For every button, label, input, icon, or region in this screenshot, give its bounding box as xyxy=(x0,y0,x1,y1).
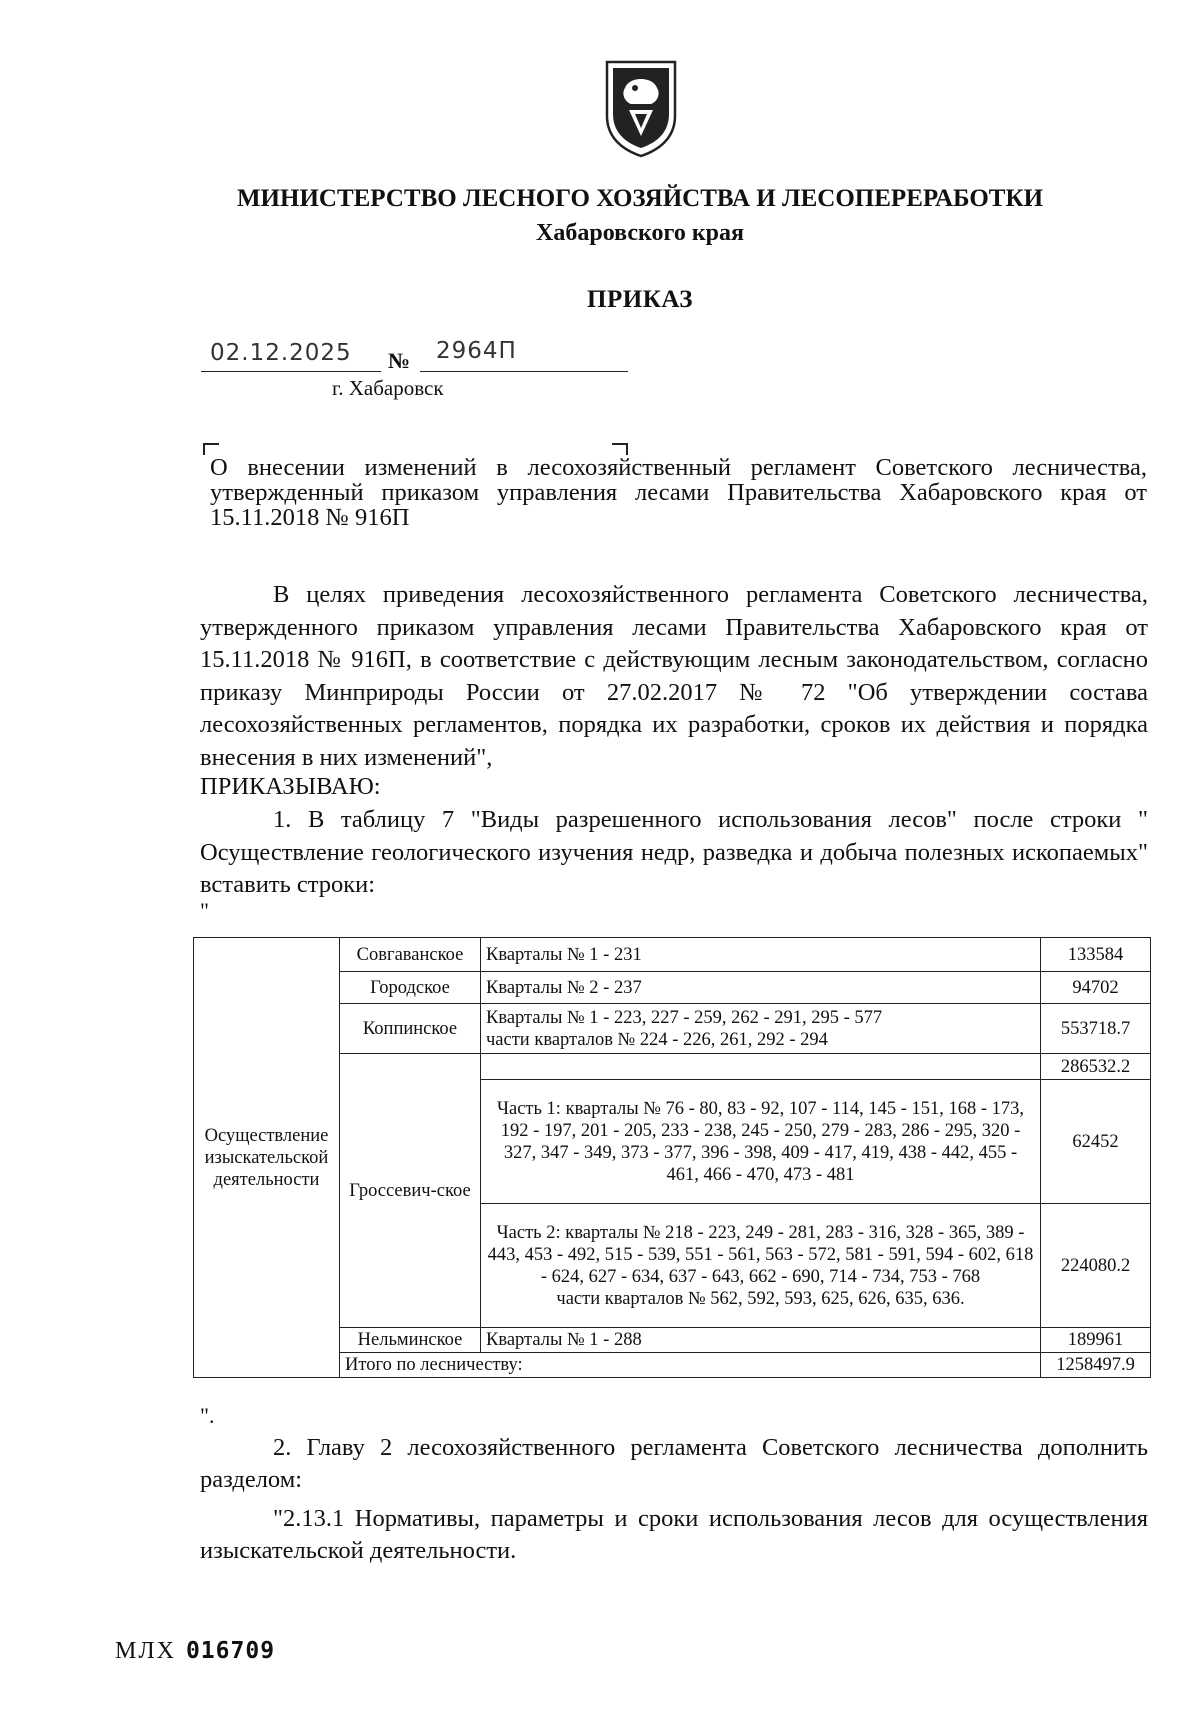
district-cell: Коппинское xyxy=(340,1004,481,1054)
table-row xyxy=(194,938,1151,972)
total-label-cell: Итого по лесничеству: xyxy=(340,1353,1041,1378)
area-cell: 94702 xyxy=(1041,972,1151,1004)
quarters-cell xyxy=(481,1004,1041,1054)
number-underline xyxy=(420,371,628,372)
document-type: ПРИКАЗ xyxy=(587,286,693,313)
section-2-13-1-paragraph: "2.13.1 Нормативы, параметры и сроки использования лесов для осуществления изыскательской деятельности. xyxy=(200,1505,1148,1564)
quarters-line: части кварталов № 224 - 226, 261, 292 - 294 xyxy=(486,1029,828,1050)
quarters-cell: Кварталы № 1 - 231 xyxy=(481,938,1041,972)
blank-serial xyxy=(115,1638,275,1665)
item-1-paragraph: 1. В таблицу 7 "Виды разрешенного использования лесов" после строки " Осуществление геологического изучения недр, разведка и добыча полезных ископаемых" вставить строки: xyxy=(200,806,1148,899)
blank-series: МЛХ xyxy=(115,1638,176,1664)
quarters-cell xyxy=(481,1204,1041,1328)
ministry-name: МИНИСТЕРСТВО ЛЕСНОГО ХОЗЯЙСТВА И ЛЕСОПЕРЕРАБОТКИ xyxy=(236,185,1044,212)
region-name: Хабаровского края xyxy=(536,220,744,246)
quote-close: ". xyxy=(200,1403,215,1428)
quarters-cell-empty xyxy=(481,1054,1041,1080)
order-number-label: № xyxy=(388,348,411,373)
area-cell: 133584 xyxy=(1041,938,1151,972)
quote-open: " xyxy=(200,898,209,923)
permitted-use-table xyxy=(193,937,1151,1378)
quarters-line: Часть 2: кварталы № 218 - 223, 249 - 281, 283 - 316, 328 - 365, 389 - 443, 453 - 492, 515 - 539, 551 - 561, 563 - 572, 581 - 591, 594 - 602, 618 - 624, 627 - 634, 637 - 643, 662 - 690, 714 - 734, 753 - 768 xyxy=(487,1222,1034,1287)
date-underline xyxy=(201,371,381,372)
use-type-cell: Осуществление изыскательской деятельности xyxy=(194,938,340,1378)
district-cell: Совгаванское xyxy=(340,938,481,972)
order-word: ПРИКАЗЫВАЮ: xyxy=(200,773,381,800)
district-cell: Городское xyxy=(340,972,481,1004)
order-number: 2964П xyxy=(436,338,517,364)
area-cell: 286532.2 xyxy=(1041,1054,1151,1080)
order-subject: О внесении изменений в лесохозяйственный регламент Советского лесничества, утвержденный приказом управления лесами Правительства Хабаровского края от 15.11.2018 № 916П xyxy=(210,454,1147,531)
district-cell: Гроссевич-ское xyxy=(340,1054,481,1328)
coat-of-arms-icon xyxy=(601,58,681,158)
total-area-cell: 1258497.9 xyxy=(1041,1353,1151,1378)
order-date: 02.12.2025 xyxy=(210,340,352,366)
quarters-cell: Кварталы № 2 - 237 xyxy=(481,972,1041,1004)
area-cell: 189961 xyxy=(1041,1328,1151,1353)
area-cell: 224080.2 xyxy=(1041,1204,1151,1328)
area-cell: 553718.7 xyxy=(1041,1004,1151,1054)
blank-number: 016709 xyxy=(185,1638,276,1664)
order-city: г. Хабаровск xyxy=(332,376,444,400)
item-2-paragraph: 2. Главу 2 лесохозяйственного регламента Советского лесничества дополнить разделом: xyxy=(200,1434,1148,1493)
district-cell: Нельминское xyxy=(340,1328,481,1353)
quarters-line: части кварталов № 562, 592, 593, 625, 626, 635, 636. xyxy=(556,1288,965,1309)
quarters-cell: Кварталы № 1 - 288 xyxy=(481,1328,1041,1353)
quarters-line: Кварталы № 1 - 223, 227 - 259, 262 - 291, 295 - 577 xyxy=(486,1007,883,1028)
quarters-cell: Часть 1: кварталы № 76 - 80, 83 - 92, 107 - 114, 145 - 151, 168 - 173, 192 - 197, 201 - 205, 233 - 238, 245 - 250, 279 - 283, 286 - 295, 320 - 327, 347 - 349, 373 - 377, 396 - 398, 409 - 417, 419, 438 - 442, 455 - 461, 466 - 470, 473 - 481 xyxy=(481,1080,1041,1204)
area-cell: 62452 xyxy=(1041,1080,1151,1204)
preamble-paragraph: В целях приведения лесохозяйственного регламента Советского лесничества, утвержденного приказом управления лесами Правительства Хабаровского края от 15.11.2018 № 916П, в соответствие с действующим лесным законодательством, согласно приказу Минприроды России от 27.02.2017 № 72 "Об утверждении состава лесохозяйственных регламентов, порядка их разработки, сроков их действия и порядка внесения в них изменений", xyxy=(200,581,1148,771)
